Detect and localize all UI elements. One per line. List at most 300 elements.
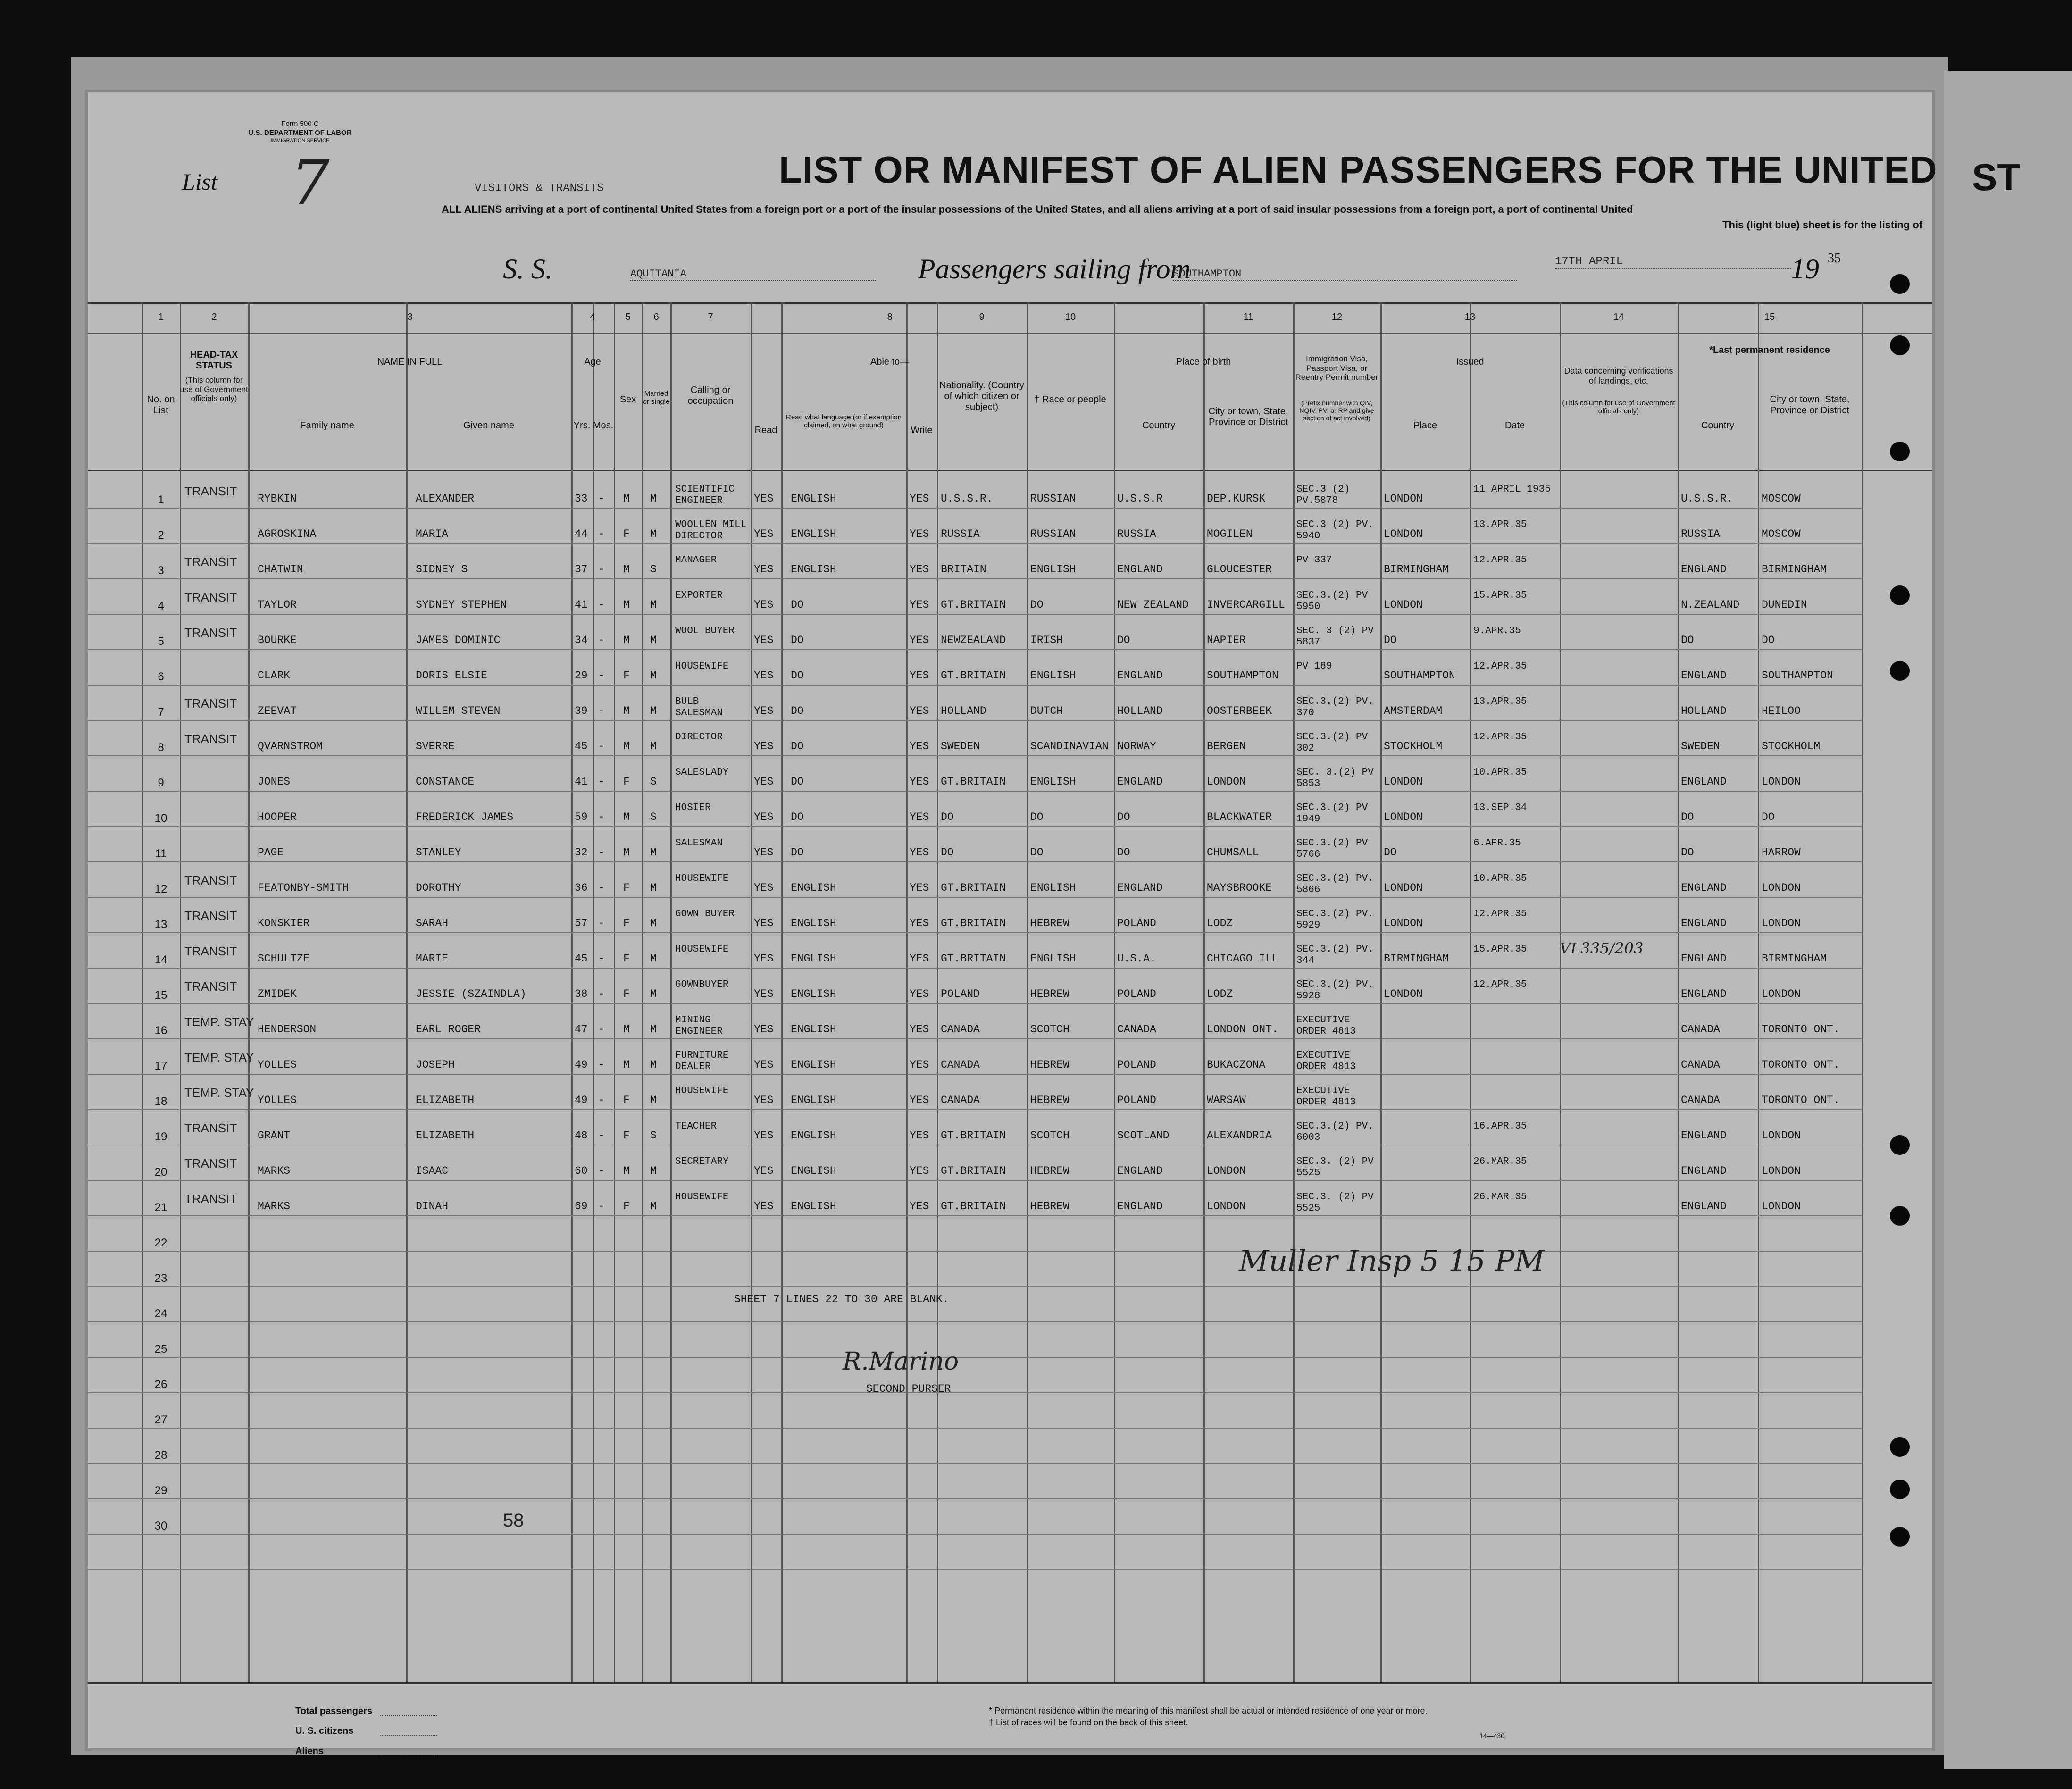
row-rule (88, 614, 1862, 615)
table-top-border (88, 302, 1932, 304)
year-suffix: 35 (1828, 251, 1841, 266)
sex: F (623, 1129, 630, 1142)
can-write: YES (910, 1200, 929, 1212)
can-write: YES (910, 705, 929, 717)
residence-city: SOUTHAMPTON (1762, 669, 1833, 682)
birth-city: ALEXANDRIA (1207, 1129, 1272, 1142)
given-name: JAMES DOMINIC (416, 634, 501, 646)
row-rule (88, 1038, 1862, 1039)
visa-number: SEC.3.(2) PV. 6003 (1296, 1121, 1374, 1143)
can-read: YES (754, 776, 774, 788)
nationality: NEWZEALAND (941, 634, 1006, 646)
hdr-write: Write (911, 425, 933, 435)
occupation: MINING ENGINEER (675, 1015, 723, 1037)
race: HEBREW (1030, 1165, 1069, 1177)
occupation: HOUSEWIFE (675, 1192, 729, 1203)
line-number: 25 (154, 1343, 167, 1355)
row-rule (88, 1321, 1862, 1322)
sex: F (623, 669, 630, 682)
issued-place: DO (1384, 846, 1397, 859)
head-tax: TRANSIT (184, 696, 237, 711)
birth-city: INVERCARGILL (1207, 599, 1285, 611)
row-rule (88, 543, 1862, 544)
ship-name: AQUITANIA (630, 268, 876, 281)
residence-city: DO (1762, 634, 1775, 646)
residence-city: TORONTO ONT. (1762, 1059, 1840, 1071)
line-number: 14 (154, 953, 167, 966)
race: ENGLISH (1030, 953, 1076, 965)
issued-date: 13.SEP.34 (1473, 803, 1527, 813)
list-type: VISITORS & TRANSITS (475, 182, 604, 195)
birth-country: ENGLAND (1117, 1200, 1163, 1212)
page-number: 58 (503, 1510, 524, 1531)
sex: F (623, 528, 630, 540)
residence-city: STOCKHOLM (1762, 740, 1821, 752)
given-name: JOSEPH (416, 1059, 455, 1071)
column-rule (614, 302, 615, 1682)
birth-country: NORWAY (1117, 740, 1156, 752)
birth-country: ENGLAND (1117, 563, 1163, 576)
verification-note-row14: VL335/203 (1560, 939, 1644, 957)
family-name: MARKS (258, 1200, 291, 1212)
visa-number: EXECUTIVE ORDER 4813 (1296, 1086, 1356, 1108)
race: HEBREW (1030, 988, 1069, 1000)
line-number: 3 (158, 564, 164, 577)
column-number: 1 (158, 312, 164, 322)
birth-city: LONDON (1207, 1200, 1246, 1212)
hdr-married: Married or single (643, 390, 670, 406)
line-number: 19 (154, 1130, 167, 1143)
occupation: MANAGER (675, 555, 717, 566)
given-name: SVERRE (416, 740, 455, 752)
row-rule (88, 932, 1862, 933)
birth-country: NEW ZEALAND (1117, 599, 1189, 611)
sex: F (623, 1094, 630, 1106)
birth-country: U.S.S.R (1117, 493, 1163, 505)
family-name: PAGE (258, 846, 284, 859)
race: DO (1030, 846, 1044, 859)
row-rule (88, 1251, 1862, 1252)
family-name: ZEEVAT (258, 705, 297, 717)
family-name: BOURKE (258, 634, 297, 646)
residence-country: RUSSIA (1681, 528, 1720, 540)
read-language: DO (791, 634, 804, 646)
column-rule (1293, 302, 1295, 1682)
issued-place: LONDON (1384, 599, 1423, 611)
hdr-age: Age (584, 357, 601, 367)
issued-place: AMSTERDAM (1384, 705, 1443, 717)
residence-city: HARROW (1762, 846, 1801, 859)
row-rule (88, 897, 1862, 898)
residence-country: ENGLAND (1681, 882, 1727, 894)
line-number: 16 (154, 1024, 167, 1037)
age-years: 45 (575, 953, 588, 965)
marital-status: M (650, 493, 657, 505)
visa-number: SEC.3. (2) PV 5525 (1296, 1156, 1374, 1179)
residence-city: BIRMINGHAM (1762, 953, 1827, 965)
visa-number: SEC.3.(2) PV. 370 (1296, 696, 1374, 719)
row-rule (88, 720, 1862, 721)
age-months: - (598, 1165, 605, 1177)
issued-date: 11 APRIL 1935 (1473, 484, 1551, 495)
nationality: CANADA (941, 1059, 980, 1071)
hdr-visa-note: (Prefix number with QIV, NQIV, PV, or RP and give section of act involved) (1299, 399, 1374, 422)
hdr-yrs: Yrs. (573, 420, 591, 431)
birth-country: POLAND (1117, 1059, 1156, 1071)
sex: M (623, 563, 630, 576)
read-language: ENGLISH (791, 1059, 836, 1071)
residence-country: DO (1681, 634, 1694, 646)
nationality: CANADA (941, 1094, 980, 1106)
age-years: 39 (575, 705, 588, 717)
birth-country: POLAND (1117, 917, 1156, 929)
race: DO (1030, 811, 1044, 823)
given-name: SARAH (416, 917, 449, 929)
race: HEBREW (1030, 917, 1069, 929)
age-months: - (598, 528, 605, 540)
column-rule (670, 302, 672, 1682)
nationality: DO (941, 811, 954, 823)
residence-country: ENGLAND (1681, 563, 1727, 576)
nationality: POLAND (941, 988, 980, 1000)
race: DUTCH (1030, 705, 1063, 717)
age-months: - (598, 599, 605, 611)
sex: M (623, 599, 630, 611)
column-rule (1203, 302, 1205, 1682)
issued-date: 10.APR.35 (1473, 873, 1527, 884)
age-years: 36 (575, 882, 588, 894)
line-number: 24 (154, 1307, 167, 1320)
race: RUSSIAN (1030, 528, 1076, 540)
can-read: YES (754, 669, 774, 682)
residence-country: SWEDEN (1681, 740, 1720, 752)
table-bottom-border (88, 1682, 1932, 1684)
can-write: YES (910, 811, 929, 823)
residence-city: LONDON (1762, 917, 1801, 929)
visa-number: PV 189 (1296, 661, 1332, 672)
head-tax: TRANSIT (184, 979, 237, 994)
age-years: 69 (575, 1200, 588, 1212)
birth-city: LONDON ONT. (1207, 1023, 1278, 1036)
birth-city: MOGILEN (1207, 528, 1253, 540)
age-months: - (598, 917, 605, 929)
age-months: - (598, 811, 605, 823)
visa-number: SEC.3.(2) PV 1949 (1296, 803, 1368, 825)
birth-city: CHUMSALL (1207, 846, 1259, 859)
family-name: AGROSKINA (258, 528, 317, 540)
visa-number: SEC. 3 (2) PV 5837 (1296, 626, 1374, 648)
marital-status: M (650, 882, 657, 894)
column-rule (906, 302, 908, 1682)
marital-status: M (650, 953, 657, 965)
age-years: 48 (575, 1129, 588, 1142)
row-rule (88, 791, 1862, 792)
column-rule (1470, 302, 1471, 1682)
given-name: CONSTANCE (416, 776, 475, 788)
nationality: GT.BRITAIN (941, 669, 1006, 682)
punch-hole (1890, 1135, 1910, 1155)
issued-place: LONDON (1384, 776, 1423, 788)
head-tax: TRANSIT (184, 1192, 237, 1206)
punch-hole (1890, 335, 1910, 355)
subtitle-line2: This (light blue) sheet is for the listing of (1722, 219, 1923, 231)
row-rule (88, 1428, 1862, 1429)
age-years: 47 (575, 1023, 588, 1036)
row-rule (88, 968, 1862, 969)
read-language: ENGLISH (791, 563, 836, 576)
head-tax: TRANSIT (184, 873, 237, 887)
can-read: YES (754, 917, 774, 929)
hdr-place-of-birth: Place of birth (1176, 357, 1231, 367)
visa-number: SEC. 3.(2) PV 5853 (1296, 767, 1374, 789)
column-number: 4 (590, 312, 595, 322)
marital-status: M (650, 634, 657, 646)
can-read: YES (754, 1023, 774, 1036)
issued-date: 26.MAR.35 (1473, 1192, 1527, 1203)
row-rule (88, 508, 1862, 509)
issued-place: SOUTHAMPTON (1384, 669, 1455, 682)
footer-note-races: † List of races will be found on the back of this sheet. (989, 1718, 1188, 1727)
residence-city: MOSCOW (1762, 493, 1801, 505)
issued-date: 13.APR.35 (1473, 696, 1527, 707)
occupation: SALESMAN (675, 838, 723, 849)
issued-date: 12.APR.35 (1473, 909, 1527, 920)
line-number: 17 (154, 1060, 167, 1072)
residence-country: ENGLAND (1681, 1200, 1727, 1212)
visa-number: SEC.3.(2) PV 5950 (1296, 590, 1368, 612)
hdr-verifications: Data concerning verifications of landings, etc. (1564, 366, 1673, 385)
row-rule (88, 578, 1862, 579)
marital-status: M (650, 669, 657, 682)
punch-hole (1890, 585, 1910, 605)
can-read: YES (754, 1129, 774, 1142)
hdr-name-in-full: NAME IN FULL (377, 357, 443, 367)
can-write: YES (910, 1059, 929, 1071)
age-months: - (598, 740, 605, 752)
nationality: RUSSIA (941, 528, 980, 540)
sex: M (623, 1023, 630, 1036)
race: ENGLISH (1030, 563, 1076, 576)
birth-city: CHICAGO ILL (1207, 953, 1278, 965)
hdr-head-tax-note: (This column for use of Government officials only) (180, 376, 248, 403)
residence-country: ENGLAND (1681, 1129, 1727, 1142)
birth-country: SCOTLAND (1117, 1129, 1170, 1142)
can-write: YES (910, 917, 929, 929)
head-tax: TEMP. STAY (184, 1086, 254, 1100)
birth-country: RUSSIA (1117, 528, 1156, 540)
nationality: SWEDEN (941, 740, 980, 752)
race: SCANDINAVIAN (1030, 740, 1109, 752)
race: RUSSIAN (1030, 493, 1076, 505)
line-number: 2 (158, 529, 164, 542)
read-language: ENGLISH (791, 953, 836, 965)
row-rule (88, 1357, 1862, 1358)
sex: M (623, 705, 630, 717)
can-write: YES (910, 563, 929, 576)
family-name: CLARK (258, 669, 291, 682)
can-read: YES (754, 988, 774, 1000)
residence-city: LONDON (1762, 776, 1801, 788)
residence-country: ENGLAND (1681, 953, 1727, 965)
birth-country: DO (1117, 811, 1130, 823)
can-read: YES (754, 599, 774, 611)
line-number: 15 (154, 989, 167, 1002)
residence-country: ENGLAND (1681, 988, 1727, 1000)
age-months: - (598, 1200, 605, 1212)
residence-country: CANADA (1681, 1094, 1720, 1106)
age-months: - (598, 1094, 605, 1106)
age-months: - (598, 493, 605, 505)
visa-number: PV 337 (1296, 555, 1332, 566)
line-number: 22 (154, 1237, 167, 1249)
ss-label: S. S. (503, 253, 552, 284)
nationality: U.S.S.R. (941, 493, 993, 505)
given-name: ELIZABETH (416, 1129, 475, 1142)
occupation: HOUSEWIFE (675, 873, 729, 884)
nationality: GT.BRITAIN (941, 776, 1006, 788)
column-rule (1678, 302, 1679, 1682)
occupation: GOWNBUYER (675, 979, 729, 990)
visa-number: SEC.3.(2) PV. 5866 (1296, 873, 1374, 895)
occupation: WOOL BUYER (675, 626, 735, 636)
given-name: WILLEM STEVEN (416, 705, 501, 717)
birth-city: BERGEN (1207, 740, 1246, 752)
age-years: 49 (575, 1059, 588, 1071)
can-read: YES (754, 493, 774, 505)
read-language: ENGLISH (791, 528, 836, 540)
issued-place: BIRMINGHAM (1384, 953, 1449, 965)
given-name: FREDERICK JAMES (416, 811, 514, 823)
row-rule (88, 1498, 1862, 1499)
marital-status: S (650, 811, 657, 823)
residence-country: U.S.S.R. (1681, 493, 1733, 505)
issued-place: DO (1384, 634, 1397, 646)
marital-status: M (650, 1023, 657, 1036)
given-name: ISAAC (416, 1165, 449, 1177)
head-tax: TEMP. STAY (184, 1015, 254, 1029)
issued-date: 12.APR.35 (1473, 732, 1527, 743)
blank-lines-note: SHEET 7 LINES 22 TO 30 ARE BLANK. (734, 1293, 949, 1305)
column-rule (1380, 302, 1382, 1682)
can-write: YES (910, 493, 929, 505)
hdr-no-on-list: No. on List (147, 394, 175, 416)
line-number: 20 (154, 1166, 167, 1179)
line-number: 18 (154, 1095, 167, 1108)
issued-date: 6.APR.35 (1473, 838, 1521, 849)
punch-hole (1890, 661, 1910, 681)
marital-status: M (650, 1059, 657, 1071)
visa-number: EXECUTIVE ORDER 4813 (1296, 1050, 1356, 1072)
issued-place: LONDON (1384, 882, 1423, 894)
read-language: DO (791, 705, 804, 717)
given-name: STANLEY (416, 846, 461, 859)
residence-country: ENGLAND (1681, 1165, 1727, 1177)
residence-country: DO (1681, 846, 1694, 859)
birth-country: POLAND (1117, 988, 1156, 1000)
line-number: 7 (158, 706, 164, 719)
birth-country: HOLLAND (1117, 705, 1163, 717)
read-language: DO (791, 740, 804, 752)
row-rule (88, 1074, 1862, 1075)
line-number: 4 (158, 600, 164, 612)
age-years: 32 (575, 846, 588, 859)
can-read: YES (754, 1059, 774, 1071)
column-rule (781, 302, 783, 1682)
given-name: ELIZABETH (416, 1094, 475, 1106)
issued-place: LONDON (1384, 493, 1423, 505)
race: SCOTCH (1030, 1129, 1069, 1142)
hdr-mos: Mos. (593, 420, 614, 431)
race: HEBREW (1030, 1200, 1069, 1212)
race: ENGLISH (1030, 669, 1076, 682)
race: ENGLISH (1030, 882, 1076, 894)
given-name: ALEXANDER (416, 493, 475, 505)
hdr-sex: Sex (619, 394, 636, 405)
sailing-date: 17TH APRIL (1555, 255, 1791, 269)
residence-country: ENGLAND (1681, 669, 1727, 682)
occupation: GOWN BUYER (675, 909, 735, 920)
issued-date: 12.APR.35 (1473, 661, 1527, 672)
nationality: CANADA (941, 1023, 980, 1036)
hdr-issued-date: Date (1504, 420, 1525, 431)
row-rule (88, 1003, 1862, 1004)
head-tax: TRANSIT (184, 944, 237, 958)
column-rule (571, 302, 573, 1682)
sex: M (623, 1059, 630, 1071)
hdr-read-language: Read what language (or if exemption claimed, on what ground) (785, 413, 902, 430)
residence-city: TORONTO ONT. (1762, 1094, 1840, 1106)
column-number: 15 (1764, 312, 1775, 322)
purser-title: SECOND PURSER (866, 1383, 951, 1395)
column-number: 13 (1464, 312, 1476, 322)
manifest-title: LIST OR MANIFEST OF ALIEN PASSENGERS FOR THE UNITED (779, 149, 1938, 191)
punch-hole (1890, 1480, 1910, 1499)
visa-number: SEC.3 (2) PV.5878 (1296, 484, 1350, 506)
row-rule (88, 649, 1862, 650)
given-name: EARL ROGER (416, 1023, 481, 1036)
given-name: MARIE (416, 953, 449, 965)
family-name: YOLLES (258, 1094, 297, 1106)
birth-country: ENGLAND (1117, 669, 1163, 682)
occupation: HOUSEWIFE (675, 1086, 729, 1096)
line-number: 28 (154, 1449, 167, 1462)
birth-city: LODZ (1207, 917, 1233, 929)
residence-city: HEILOO (1762, 705, 1801, 717)
column-number: 10 (1065, 312, 1076, 322)
visa-number: SEC.3.(2) PV 5766 (1296, 838, 1368, 860)
birth-city: MAYSBROOKE (1207, 882, 1272, 894)
line-number: 13 (154, 918, 167, 931)
race: HEBREW (1030, 1059, 1069, 1071)
family-name: FEATONBY-SMITH (258, 882, 349, 894)
age-months: - (598, 846, 605, 859)
visa-number: SEC.3.(2) PV 302 (1296, 732, 1368, 754)
column-rule (642, 302, 643, 1682)
residence-country: N.ZEALAND (1681, 599, 1740, 611)
age-months: - (598, 1059, 605, 1071)
visa-number: SEC.3.(2) PV. 344 (1296, 944, 1374, 966)
column-number: 2 (211, 312, 217, 322)
hdr-birth-country: Country (1142, 420, 1176, 431)
nationality: GT.BRITAIN (941, 917, 1006, 929)
birth-country: DO (1117, 846, 1130, 859)
sex: F (623, 776, 630, 788)
issued-date: 12.APR.35 (1473, 555, 1527, 566)
can-write: YES (910, 1129, 929, 1142)
column-number: 9 (979, 312, 985, 322)
age-years: 45 (575, 740, 588, 752)
read-language: ENGLISH (791, 1165, 836, 1177)
